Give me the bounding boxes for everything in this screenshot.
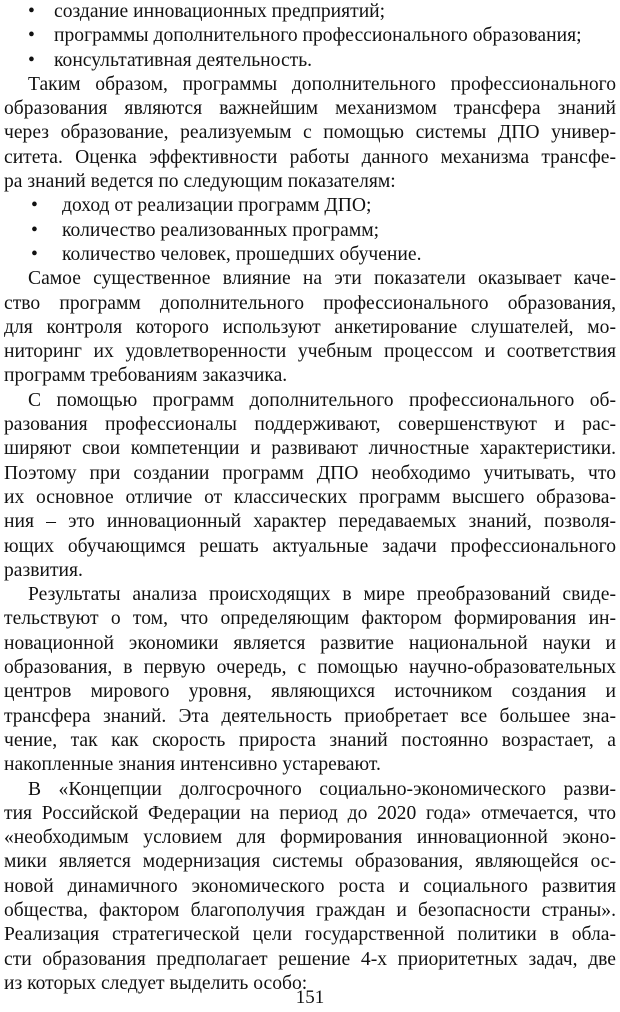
text-line: Самое существенное влияние на эти показатели оказывает каче-	[28, 268, 616, 290]
text-line: из которых следует выделить особо:	[4, 972, 308, 994]
text-line: В «Концепции долгосрочного социально-экономического разви-	[28, 778, 616, 800]
document-page	[4, 0, 616, 996]
text-line: через образование, реализуемым с помощью системы ДПО универ-	[4, 122, 616, 144]
text-line: Реализация стратегической цели государственной политики в обла-	[4, 924, 616, 946]
bullet-icon: •	[31, 219, 38, 241]
text-line: чение, так как скорость прироста знаний постоянно возрастает, а	[4, 729, 616, 751]
text-line: «необходимым условием для формирования инновационной эконо-	[4, 827, 616, 849]
text-line: их основное отличие от классических программ высшего образова-	[4, 486, 616, 508]
text-line: новой динамичного экономического роста и социального развития	[4, 875, 616, 897]
bullet-list-mid	[4, 194, 616, 267]
text-line: центров мирового уровня, являющихся источником создания и	[4, 681, 616, 703]
list-item: • количество реализованных программ;	[4, 219, 616, 243]
list-item: • доход от реализации программ ДПО;	[4, 194, 616, 218]
text-line: Результаты анализа происходящих в мире преобразований свиде-	[28, 584, 616, 606]
text-line: накопленные знания интенсивно устаревают.	[4, 754, 381, 776]
text-line: тия Российской Федерации на период до 2020 года» отмечается, что	[4, 802, 616, 824]
text-line: новационной экономики является развитие национальной науки и	[4, 632, 616, 654]
text-line: для контроля которого используют анкетирование слушателей, мо-	[4, 316, 616, 338]
bullet-icon: •	[28, 49, 35, 71]
text-line: ширяют свои компетенции и развивают личностные характеристики.	[4, 438, 616, 460]
bullet-icon: •	[28, 25, 35, 47]
text-line: Таким образом, программы дополнительного профессионального	[28, 73, 616, 95]
bullet-list-top	[4, 0, 616, 73]
text-line: мики является модернизация системы образования, являющейся ос-	[4, 851, 616, 873]
text-line: общества, фактором благополучия граждан и безопасности страны».	[4, 899, 616, 921]
text-line: Поэтому при создании программ ДПО необходимо учитывать, что	[4, 462, 616, 484]
text-line: ния – это инновационный характер передаваемых знаний, позволя-	[4, 511, 616, 533]
list-item: • консультативная деятельность.	[4, 49, 616, 73]
list-item: • создание инновационных предприятий;	[4, 0, 616, 24]
bullet-icon: •	[28, 1, 35, 22]
text-line: программ требованиям заказчика.	[4, 365, 288, 387]
list-item: • количество человек, прошедших обучение.	[4, 243, 616, 267]
text-line: ниторинг их удовлетворенности учебным процессом и соответствия	[4, 341, 616, 363]
paragraph-1	[4, 73, 616, 194]
text-line: ра знаний ведется по следующим показателям:	[4, 171, 396, 193]
text-line: образования, в первую очередь, с помощью научно-образовательных	[4, 657, 616, 679]
paragraph-2	[4, 267, 616, 388]
text-line: ство программ дополнительного профессионального образования,	[4, 292, 616, 314]
text-line: ющих обучающимся решать актуальные задачи профессионального	[4, 535, 616, 557]
bullet-icon: •	[31, 195, 38, 217]
paragraph-4	[4, 583, 616, 777]
text-line: трансфера знаний. Эта деятельность приобретает все большее зна-	[4, 705, 616, 727]
text-line: сти образования предполагает решение 4-х приоритетных задач, две	[4, 948, 616, 970]
text-line: образования являются важнейшим механизмом трансфера знаний	[4, 98, 616, 120]
text-line: тельствуют о том, что определяющим фактором формирования ин-	[4, 608, 616, 630]
paragraph-5	[4, 778, 616, 997]
list-item: • программы дополнительного профессионального образования;	[4, 24, 616, 48]
text-line: ситета. Оценка эффективности работы данного механизма трансфе-	[4, 146, 616, 168]
paragraph-3	[4, 389, 616, 583]
text-line: развития.	[4, 559, 83, 581]
bullet-icon: •	[31, 243, 38, 265]
text-line: С помощью программ дополнительного профессионального об-	[28, 389, 616, 411]
text-line: разования профессионалы поддерживают, совершенствуют и рас-	[4, 414, 616, 436]
page-number: 151	[295, 987, 325, 1008]
